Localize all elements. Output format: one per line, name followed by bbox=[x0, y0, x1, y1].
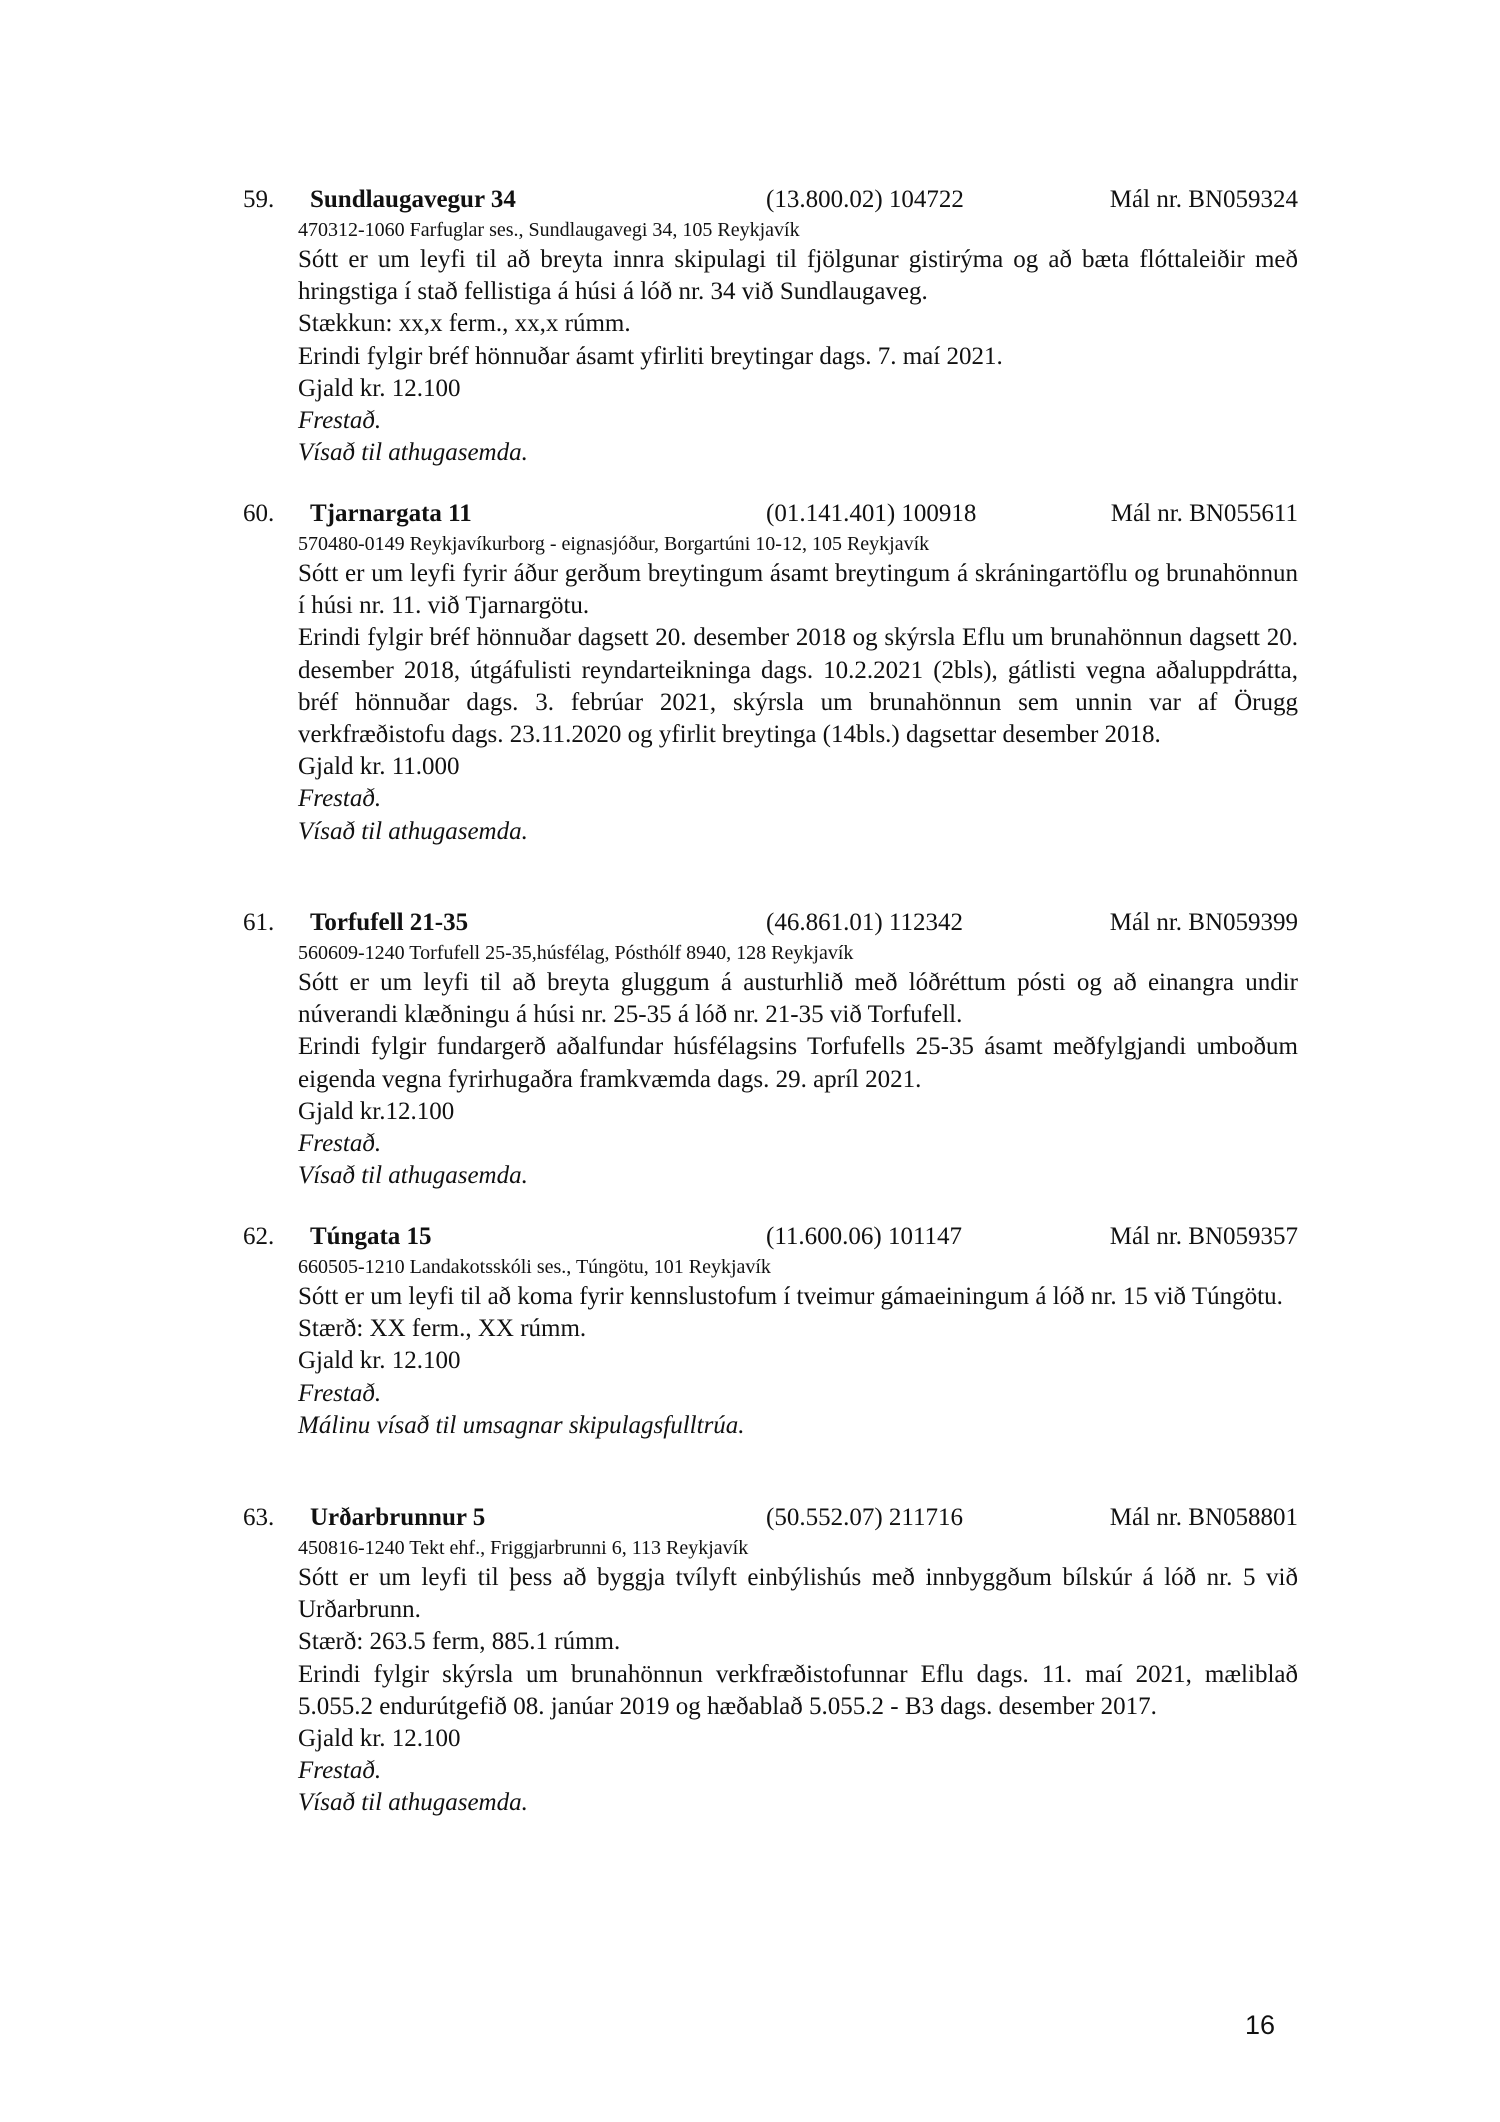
entry-owner: 570480-0149 Reykjavíkurborg - eignasjóður, Borgartúni 10-12, 105 Reykjavík bbox=[298, 533, 930, 555]
case-entry bbox=[243, 183, 1298, 469]
entry-header bbox=[243, 1501, 1298, 1534]
entry-paragraph: Sótt er um leyfi til að breyta innra skipulagi til fjölgunar gistirýma og að bæta flóttaleiðir með hringstiga í stað fellistiga á húsi á lóð nr. 34 við Sundlaugaveg. bbox=[298, 246, 1298, 306]
entry-paragraph: Erindi fylgir bréf hönnuðar ásamt yfirliti breytingar dags. 7. maí 2021. bbox=[298, 342, 1003, 370]
entry-address: Urðarbrunnur 5 bbox=[310, 1504, 486, 1531]
entry-body bbox=[298, 967, 1298, 1192]
entry-case-number: Mál nr. BN055611 bbox=[1110, 500, 1298, 527]
entry-paragraph: Sótt er um leyfi til að breyta gluggum á austurhlið með lóðréttum pósti og að einangra undir núverandi klæðningu á húsi nr. 25-35 á lóð nr. 21-35 við Torfufell. bbox=[298, 969, 1298, 1029]
entry-address: Sundlaugavegur 34 bbox=[310, 186, 516, 213]
entry-address: Tjarnargata 11 bbox=[310, 500, 472, 527]
entry-paragraph: Gjald kr. 12.100 bbox=[298, 374, 461, 402]
entry-decision: Frestað. bbox=[298, 1130, 382, 1158]
entry-decision: Frestað. bbox=[298, 407, 382, 435]
entry-decision: Vísað til athugasemda. bbox=[298, 1162, 528, 1190]
entry-case-number: Mál nr. BN059399 bbox=[1109, 909, 1298, 936]
entry-land-number: (13.800.02) 104722 bbox=[766, 186, 964, 213]
entry-body bbox=[298, 244, 1298, 469]
case-entry bbox=[243, 906, 1298, 1192]
entry-body bbox=[298, 558, 1298, 848]
entry-number: 62. bbox=[243, 1223, 275, 1250]
page-number: 16 bbox=[1245, 2010, 1276, 2040]
entry-land-number: (01.141.401) 100918 bbox=[766, 500, 977, 527]
case-entry bbox=[243, 1220, 1298, 1442]
entry-owner: 560609-1240 Torfufell 25-35,húsfélag, Pósthólf 8940, 128 Reykjavík bbox=[298, 942, 854, 964]
entry-body bbox=[298, 1281, 1298, 1442]
entry-decision: Málinu vísað til umsagnar skipulagsfulltrúa. bbox=[298, 1411, 745, 1439]
entry-number: 59. bbox=[243, 186, 275, 213]
entry-paragraph: Gjald kr. 12.100 bbox=[298, 1347, 461, 1375]
entry-paragraph: Erindi fylgir fundargerð aðalfundar húsfélagsins Torfufells 25-35 ásamt meðfylgjandi umboðum eigenda vegna fyrirhugaðra framkvæmda dags. 29. apríl 2021. bbox=[298, 1033, 1298, 1093]
entry-address: Túngata 15 bbox=[310, 1223, 432, 1250]
entry-paragraph: Erindi fylgir skýrsla um brunahönnun verkfræðistofunnar Eflu dags. 11. maí 2021, mæliblað 5.055.2 endurútgefið 08. janúar 2019 og hæðablað 5.055.2 - B3 dags. desember 2017. bbox=[298, 1660, 1298, 1720]
entry-decision: Frestað. bbox=[298, 785, 382, 813]
entry-header bbox=[243, 1220, 1298, 1253]
entry-owner: 450816-1240 Tekt ehf., Friggjarbrunni 6, 113 Reykjavík bbox=[298, 1537, 749, 1559]
entry-paragraph: Gjald kr.12.100 bbox=[298, 1097, 455, 1125]
entry-number: 61. bbox=[243, 909, 275, 936]
entry-address: Torfufell 21-35 bbox=[310, 909, 469, 936]
entry-decision: Vísað til athugasemda. bbox=[298, 439, 528, 467]
entry-body bbox=[298, 1562, 1298, 1820]
entry-paragraph: Sótt er um leyfi til að koma fyrir kennslustofum í tveimur gámaeiningum á lóð nr. 15 við Túngötu. bbox=[298, 1283, 1283, 1310]
entry-paragraph: Stækkun: xx,x ferm., xx,x rúmm. bbox=[298, 310, 631, 338]
entry-paragraph: Stærð: 263.5 ferm, 885.1 rúmm. bbox=[298, 1628, 621, 1656]
entry-paragraph: Gjald kr. 12.100 bbox=[298, 1725, 461, 1753]
entry-case-number: Mál nr. BN058801 bbox=[1109, 1504, 1298, 1531]
entry-decision: Vísað til athugasemda. bbox=[298, 817, 528, 845]
entry-owner: 660505-1210 Landakotsskóli ses., Túngötu, 101 Reykjavík bbox=[298, 1256, 771, 1278]
case-entry bbox=[243, 1501, 1298, 1820]
entry-owner: 470312-1060 Farfuglar ses., Sundlaugavegi 34, 105 Reykjavík bbox=[298, 219, 800, 241]
entry-header bbox=[243, 906, 1298, 939]
entry-land-number: (46.861.01) 112342 bbox=[766, 909, 963, 936]
entry-paragraph: Sótt er um leyfi fyrir áður gerðum breytingum ásamt breytingum á skráningartöflu og brunahönnun í húsi nr. 11. við Tjarnargötu. bbox=[298, 560, 1298, 620]
entry-paragraph: Sótt er um leyfi til þess að byggja tvílyft einbýlishús með innbyggðum bílskúr á lóð nr. 5 við Urðarbrunn. bbox=[298, 1564, 1298, 1624]
case-entry bbox=[243, 497, 1298, 848]
entry-case-number: Mál nr. BN059357 bbox=[1109, 1223, 1298, 1250]
entry-paragraph: Stærð: XX ferm., XX rúmm. bbox=[298, 1315, 587, 1343]
entry-decision: Frestað. bbox=[298, 1757, 382, 1785]
entry-header bbox=[243, 183, 1298, 216]
entry-header bbox=[243, 497, 1298, 530]
entry-number: 60. bbox=[243, 500, 275, 527]
entry-case-number: Mál nr. BN059324 bbox=[1109, 186, 1298, 213]
entry-decision: Vísað til athugasemda. bbox=[298, 1789, 528, 1817]
entry-land-number: (11.600.06) 101147 bbox=[766, 1223, 963, 1250]
entry-paragraph: Erindi fylgir bréf hönnuðar dagsett 20. desember 2018 og skýrsla Eflu um brunahönnun dagsett 20. desember 2018, útgáfulisti reyndarteikninga dags. 10.2.2021 (2bls), gátlisti vegna aðaluppdrátta, bréf hönnuðar dags. 3. febrúar 2021, skýrsla um brunahönnun sem unnin var af Örugg verkfræðistofu dags. 23.11.2020 og yfirlit breytinga (14bls.) dagsettar desember 2018. bbox=[298, 624, 1298, 749]
entry-decision: Frestað. bbox=[298, 1379, 382, 1407]
entry-land-number: (50.552.07) 211716 bbox=[766, 1504, 963, 1531]
entry-paragraph: Gjald kr. 11.000 bbox=[298, 753, 460, 781]
entry-number: 63. bbox=[243, 1504, 275, 1531]
